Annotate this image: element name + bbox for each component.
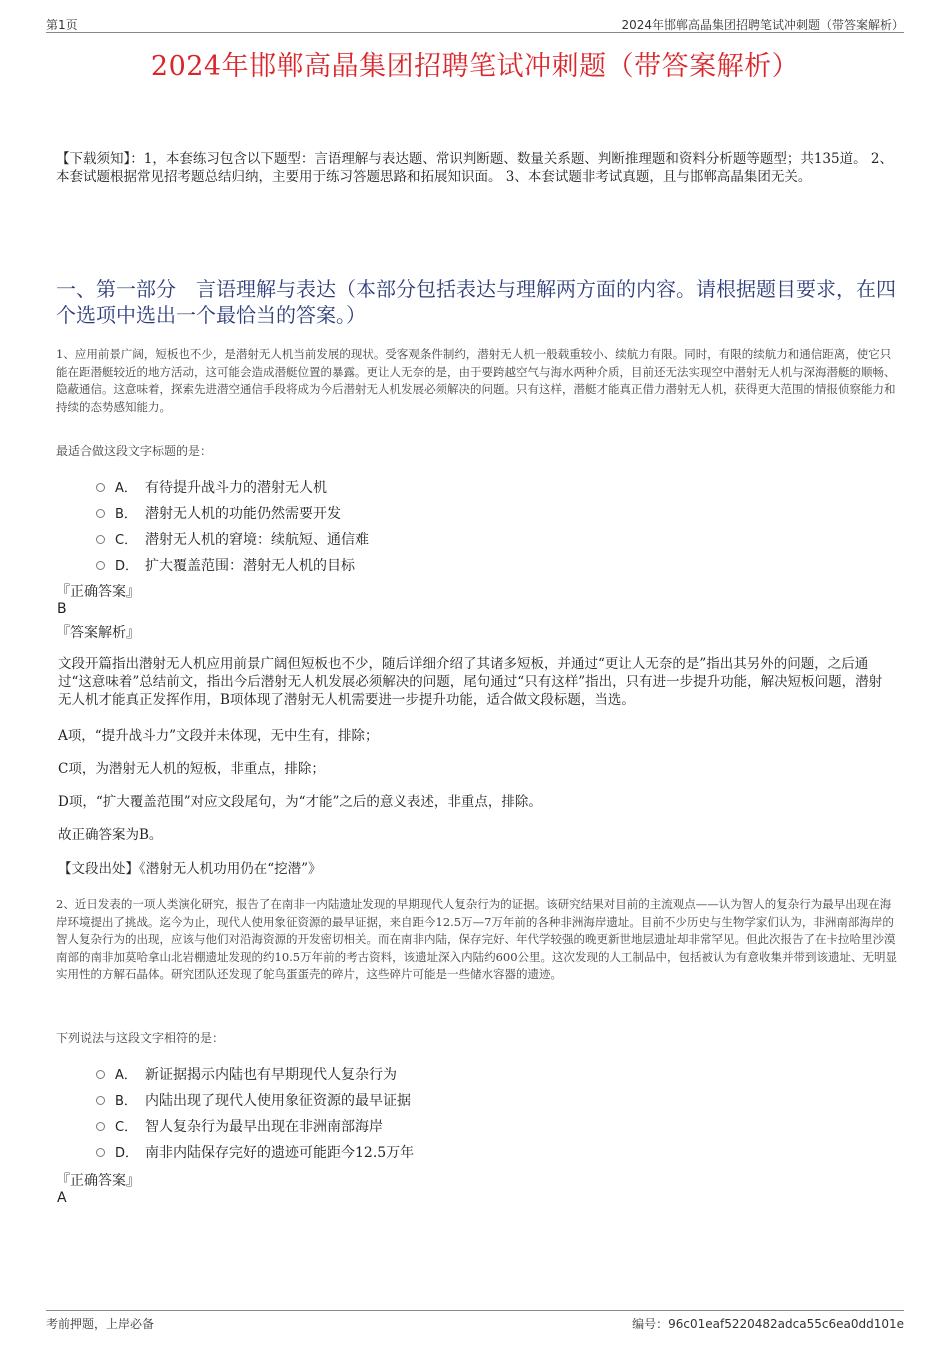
page-header [46,14,904,33]
question-1-stem: 1、应用前景广阔，短板也不少，是潜射无人机当前发展的现状。受客观条件制约，潜射无人机一般载重较小、续航力有限。同时，有限的续航力和通信距离，使它只能在距潜艇较近的地方活动，这可能会造成潜艇位置的暴露。更让人无奈的是，由于要跨越空气与海水两种介质，目前还无法实现空中潜射无人机与深海潜艇的顺畅、隐蔽通信。这意味着，探索先进潜空通信手段将成为今后潜射无人机发展必须解决的问题。只有这样，潜艇才能真正借力潜射无人机，获得更大范围的情报侦察能力和持续的态势感知能力。 [56,347,896,414]
q1-analysis-label: 『答案解析』 [56,625,140,641]
radio-icon[interactable] [96,535,105,544]
q1-analysis-a: A项，“提升战斗力”文段并未体现，无中生有，排除； [58,728,379,744]
q2-option-a[interactable]: A． 新证据揭示内陆也有早期现代人复杂行为 [96,1064,397,1084]
q1-source: 【文段出处】《潜射无人机功用仍在“挖潜”》 [58,861,322,877]
radio-icon[interactable] [96,1122,105,1131]
radio-icon[interactable] [96,1070,105,1079]
q2-answer-label: 『正确答案』 [56,1173,140,1189]
radio-icon[interactable] [96,561,105,570]
radio-icon[interactable] [96,483,105,492]
radio-icon[interactable] [96,1148,105,1157]
q2-option-c[interactable]: C． 智人复杂行为最早出现在非洲南部海岸 [96,1116,383,1136]
q2-option-b[interactable]: B． 内陆出现了现代人使用象征资源的最早证据 [96,1090,411,1110]
q2-answer: A [57,1190,67,1206]
download-notice: 【下载须知】：1，本套练习包含以下题型：言语理解与表达题、常识判断题、数量关系题、判断推理题和资料分析题等题型；共135道。 2、本套试题根据常见招考题总结归纳，主要用于练习答题思路和拓展知识面。 3、本套试题非考试真题，且与邯郸高晶集团无关。 [56,151,893,185]
section-heading: 一、第一部分 言语理解与表达（本部分包括表达与理解两方面的内容。请根据题目要求，在四个选项中选出一个最恰当的答案。） [56,277,896,327]
question-1-prompt: 最适合做这段文字标题的是： [56,444,213,458]
page-footer [46,1310,904,1333]
question-2-stem: 2、近日发表的一项人类演化研究，报告了在南非一内陆遗址发现的早期现代人复杂行为的证据。该研究结果对目前的主流观点——认为智人的复杂行为最早出现在海岸环境提出了挑战。迄今为止，现代人使用象征资源的最早证据，来自距今12.5万—7万年前的各种非洲海岸遗址。目前不少历史与生物学家们认为，非洲南部海岸的智人复杂行为的出现，应该与他们对沿海资源的开发密切相关。而在南非内陆，保存完好、年代学较强的晚更新世地层遗址却非常罕见。但此次报告了在卡拉哈里沙漠南部的南非加莫哈拿山北岩棚遗址发现的约10.5万年前的考古资料，该遗址深入内陆约600公里。这次发现的人工制品中，包括被认为有意收集并带到该遗址、无明显实用性的方解石晶体。研究团队还发现了鸵鸟蛋蛋壳的碎片，这些碎片可能是一些储水容器的遗迹。 [56,897,898,981]
q1-option-c[interactable]: C． 潜射无人机的窘境：续航短、通信难 [96,529,369,549]
footer-doc-id: 编号：96c01eaf5220482adca55c6ea0dd101e [632,1317,904,1331]
page-number: 第1页 [46,18,78,32]
radio-icon[interactable] [96,1096,105,1105]
q1-answer: B [57,601,67,617]
q1-option-b[interactable]: B． 潜射无人机的功能仍然需要开发 [96,503,341,523]
q2-option-d[interactable]: D． 南非内陆保存完好的遗迹可能距今12.5万年 [96,1142,414,1162]
q1-analysis-c: C项，为潜射无人机的短板，非重点，排除； [58,761,325,777]
q1-analysis-conclusion: 故正确答案为B。 [58,827,163,843]
q1-analysis-d: D项，“扩大覆盖范围”对应文段尾句，为“才能”之后的意义表述，非重点，排除。 [58,794,542,810]
footer-slogan: 考前押题，上岸必备 [46,1317,155,1331]
q1-analysis-main: 文段开篇指出潜射无人机应用前景广阔但短板也不少，随后详细介绍了其诸多短板，并通过“更让人无奈的是”指出其另外的问题，之后通过“这意味着”总结前文，指出今后潜射无人机发展必须解决的问题，尾句通过“只有这样”指出，只有进一步提升功能，解决短板问题，潜射无人机才能真正发挥作用，B项体现了潜射无人机需要进一步提升功能，适合做文段标题，当选。 [58,656,883,708]
radio-icon[interactable] [96,509,105,518]
document-title: 2024年邯郸高晶集团招聘笔试冲刺题（带答案解析） [150,51,800,82]
q1-answer-label: 『正确答案』 [56,584,140,600]
q1-option-d[interactable]: D． 扩大覆盖范围：潜射无人机的目标 [96,555,355,575]
q1-option-a[interactable]: A． 有待提升战斗力的潜射无人机 [96,477,327,497]
question-2-prompt: 下列说法与这段文字相符的是： [56,1031,225,1045]
header-doc-title: 2024年邯郸高晶集团招聘笔试冲刺题（带答案解析） [621,18,904,32]
